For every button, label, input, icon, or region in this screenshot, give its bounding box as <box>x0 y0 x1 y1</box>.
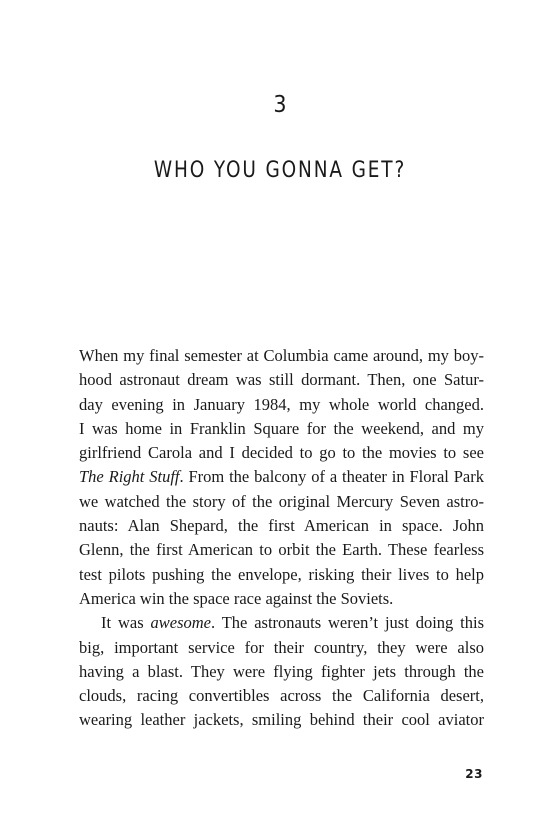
text-line <box>79 611 484 635</box>
chapter-number: 3 <box>273 92 287 118</box>
emphasis-italic: awesome <box>150 613 211 633</box>
text-run: . From the balcony of a theater in Floral Park <box>179 467 484 487</box>
body-text <box>79 344 484 733</box>
text-line: we watched the story of the original Mercury Seven astro- <box>79 491 484 511</box>
chapter-title: WHO YOU GONNA GET? <box>153 158 407 183</box>
text-line: big, important service for their country, they were also <box>79 637 484 657</box>
text-line: hood astronaut dream was still dormant. Then, one Satur- <box>79 370 484 390</box>
text-line: having a blast. They were flying fighter jets through the <box>79 661 484 681</box>
text-run: . The astronauts weren’t just doing this <box>211 613 484 633</box>
text-line: Glenn, the first American to orbit the Earth. These fearless <box>79 540 484 560</box>
text-line: girlfriend Carola and I decided to go to the movies to see <box>79 443 484 463</box>
text-line: I was home in Franklin Square for the weekend, and my <box>79 418 484 438</box>
text-line: day evening in January 1984, my whole world changed. <box>79 394 484 414</box>
text-line: nauts: Alan Shepard, the first American in space. John <box>79 516 484 536</box>
text-line: test pilots pushing the envelope, risking their lives to help <box>79 564 484 584</box>
text-line <box>79 465 484 489</box>
text-run: It was <box>101 613 151 633</box>
text-line: wearing leather jackets, smiling behind their cool aviator <box>79 710 484 730</box>
text-line: clouds, racing convertibles across the California desert, <box>79 686 484 706</box>
book-title-italic: The Right Stuff <box>79 467 180 487</box>
text-line: America win the space race against the Soviets. <box>79 588 394 608</box>
page-number: 23 <box>465 767 483 781</box>
text-line: When my final semester at Columbia came around, my boy- <box>79 346 484 365</box>
